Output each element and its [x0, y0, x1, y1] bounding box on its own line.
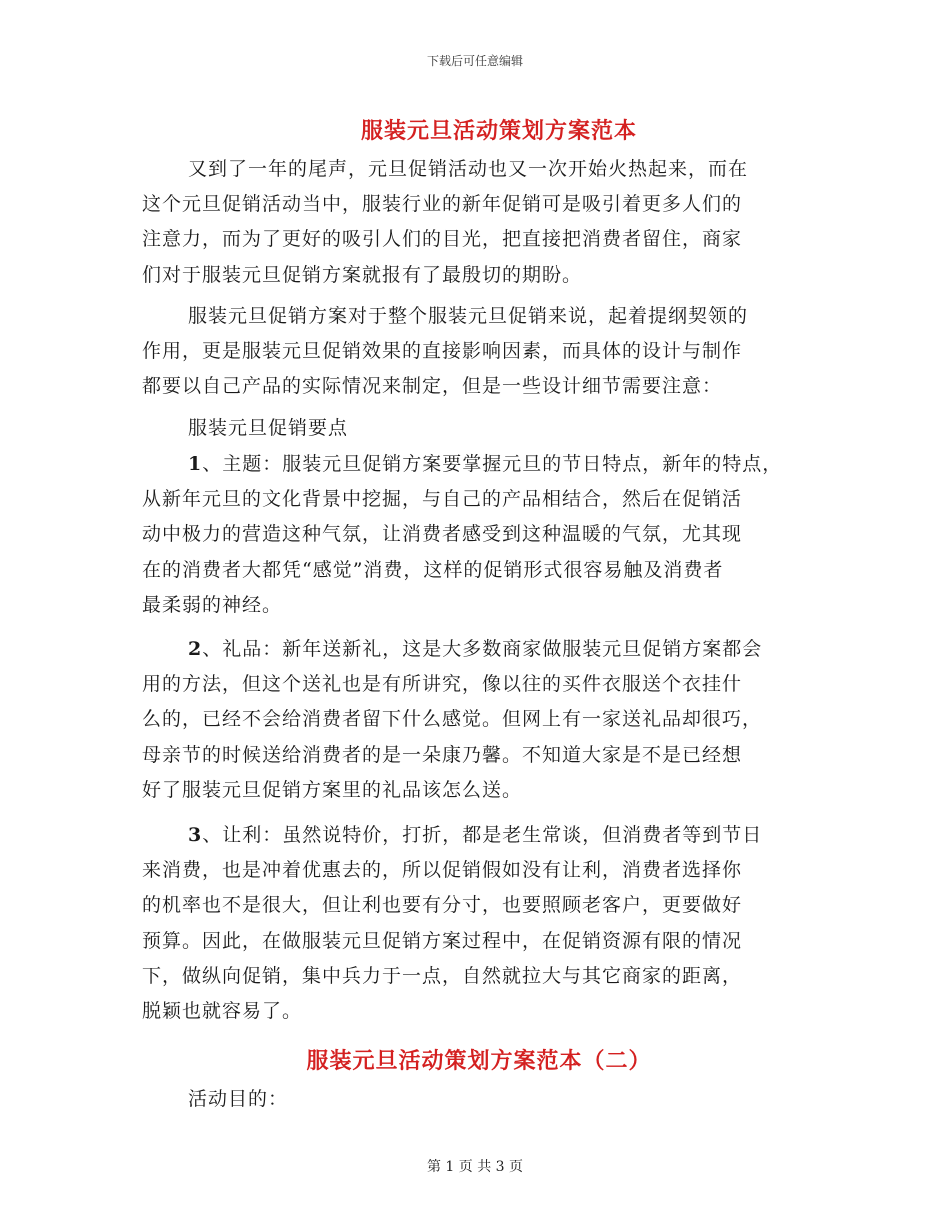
point-text: 、礼品：新年送新礼，这是大多数商家做服装元旦促销方案都会	[202, 638, 763, 660]
paragraph-line: 用的方法，但这个送礼也是有所讲究，像以往的买件衣服送个衣挂什	[142, 673, 743, 696]
paragraph-line: 们对于服装元旦促销方案就报有了最殷切的期盼。	[142, 263, 583, 286]
paragraph-line: 作用，更是服装元旦促销效果的直接影响因素，而具体的设计与制作	[142, 340, 743, 363]
paragraph-line: 注意力，而为了更好的吸引人们的目光，把直接把消费者留住，商家	[142, 228, 743, 251]
paragraph-line	[142, 818, 832, 853]
paragraph-line	[142, 447, 832, 482]
paragraph-line: 服装元旦促销方案对于整个服装元旦促销来说，起着提纲契领的	[188, 305, 749, 327]
paragraph-line: 脱颖也就容易了。	[142, 999, 303, 1022]
paragraph-line: 母亲节的时候送给消费者的是一朵康乃馨。不知道大家是不是已经想	[142, 743, 743, 766]
page-number-footer: 第 1 页 共 3 页	[426, 1159, 524, 1175]
paragraph-line: 预算。因此，在做服装元旦促销方案过程中，在促销资源有限的情况	[142, 929, 743, 952]
document-title: 服装元旦活动策划方案范本	[360, 118, 637, 144]
section-heading-key-points	[142, 411, 832, 446]
point-1-theme	[142, 447, 832, 623]
point-3-discount	[142, 818, 832, 1029]
paragraph-line	[142, 632, 832, 667]
paragraph-overview	[142, 299, 832, 405]
paragraph-line: 又到了一年的尾声，元旦促销活动也又一次开始火热起来，而在	[188, 158, 749, 180]
paragraph-line: 来消费，也是冲着优惠去的，所以促销假如没有让利，消费者选择你	[142, 859, 743, 882]
header-note: 下载后可任意编辑	[426, 54, 523, 68]
paragraph-line: 服装元旦促销要点	[188, 417, 349, 439]
point-text: 、让利：虽然说特价，打折，都是老生常谈，但消费者等到节日	[202, 824, 763, 846]
paragraph-line: 都要以自己产品的实际情况来制定，但是一些设计细节需要注意：	[142, 375, 723, 398]
paragraph-line: 活动目的：	[188, 1088, 289, 1110]
paragraph-line: 下，做纵向促销，集中兵力于一点，自然就拉大与其它商家的距离，	[142, 964, 743, 987]
point-number: 3	[188, 824, 203, 846]
point-number: 2	[188, 638, 203, 660]
paragraph-intro	[142, 152, 832, 293]
point-2-gifts	[142, 632, 832, 808]
paragraph-line: 这个元旦促销活动当中，服装行业的新年促销可是吸引着更多人们的	[142, 193, 743, 216]
paragraph-line: 在的消费者大都凭“感觉”消费，这样的促销形式很容易触及消费者	[142, 558, 724, 581]
activity-purpose-heading	[142, 1082, 832, 1117]
paragraph-line: 好了服装元旦促销方案里的礼品该怎么送。	[142, 778, 523, 801]
paragraph-line: 动中极力的营造这种气氛，让消费者感受到这种温暖的气氛，尤其现	[142, 523, 743, 546]
paragraph-line: 从新年元旦的文化背景中挖掘，与自己的产品相结合，然后在促销活	[142, 488, 743, 511]
paragraph-line: 的机率也不是很大，但让利也要有分寸，也要照顾老客户，更要做好	[142, 894, 743, 917]
paragraph-line: 最柔弱的神经。	[142, 593, 283, 616]
point-number: 1	[188, 453, 203, 475]
point-text: 、主题：服装元旦促销方案要掌握元旦的节日特点，新年的特点，	[202, 453, 783, 475]
paragraph-line: 么的，已经不会给消费者留下什么感觉。但网上有一家送礼品却很巧，	[142, 708, 763, 731]
section-title-2: 服装元旦活动策划方案范本（二）	[306, 1048, 652, 1074]
